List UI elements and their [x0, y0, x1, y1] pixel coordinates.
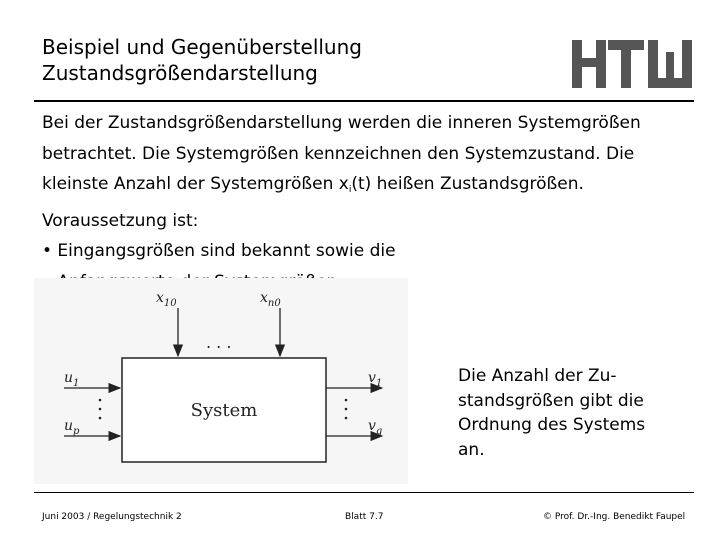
footer-date-course: Juni 2003 / Regelungstechnik 2: [42, 512, 182, 522]
page-title: [42, 34, 362, 86]
body-line: Bei der Zustandsgrößendarstellung werden die inneren Systemgrößen: [42, 113, 641, 133]
output-vq: $v_q$: [368, 418, 383, 437]
footer-divider: [34, 492, 694, 493]
state-var-xn0: $x_{n0}$: [260, 290, 281, 309]
bullet-item: • Eingangsgrößen sind bekannt sowie die: [42, 241, 396, 261]
output-v1: $v_1$: [368, 370, 383, 389]
body-line: Voraussetzung ist:: [42, 210, 199, 231]
state-var-x10: $x_{10}$: [156, 290, 177, 309]
title-line-2: Zustandsgrößendarstellung: [42, 61, 318, 85]
system-label: System: [190, 400, 258, 421]
body-text: [42, 108, 692, 297]
note-line: Ordnung des Systems: [458, 415, 646, 435]
footer-page-number: Blatt 7.7: [345, 512, 384, 522]
htw-logo: [570, 38, 696, 90]
title-line-1: Beispiel und Gegenüberstellung: [42, 35, 362, 59]
note-line: Die Anzahl der Zu-: [458, 366, 617, 386]
system-diagram: [34, 278, 408, 484]
footer-author: © Prof. Dr.-Ing. Benedikt Faupel: [543, 512, 686, 522]
side-note: [458, 364, 658, 462]
body-line: kleinste Anzahl der Systemgrößen $x_i(t)$ heißen Zustandsgrößen.: [42, 174, 584, 195]
note-line: standsgrößen gibt die: [458, 390, 644, 411]
body-line: betrachtet. Die Systemgrößen kennzeichnen den Systemzustand. Die: [42, 143, 635, 164]
top-dots: . . .: [206, 333, 232, 352]
note-line: an.: [458, 439, 485, 460]
input-u1: $u_1$: [64, 370, 80, 389]
input-up: $u_p$: [64, 418, 80, 437]
header-divider: [34, 100, 694, 102]
